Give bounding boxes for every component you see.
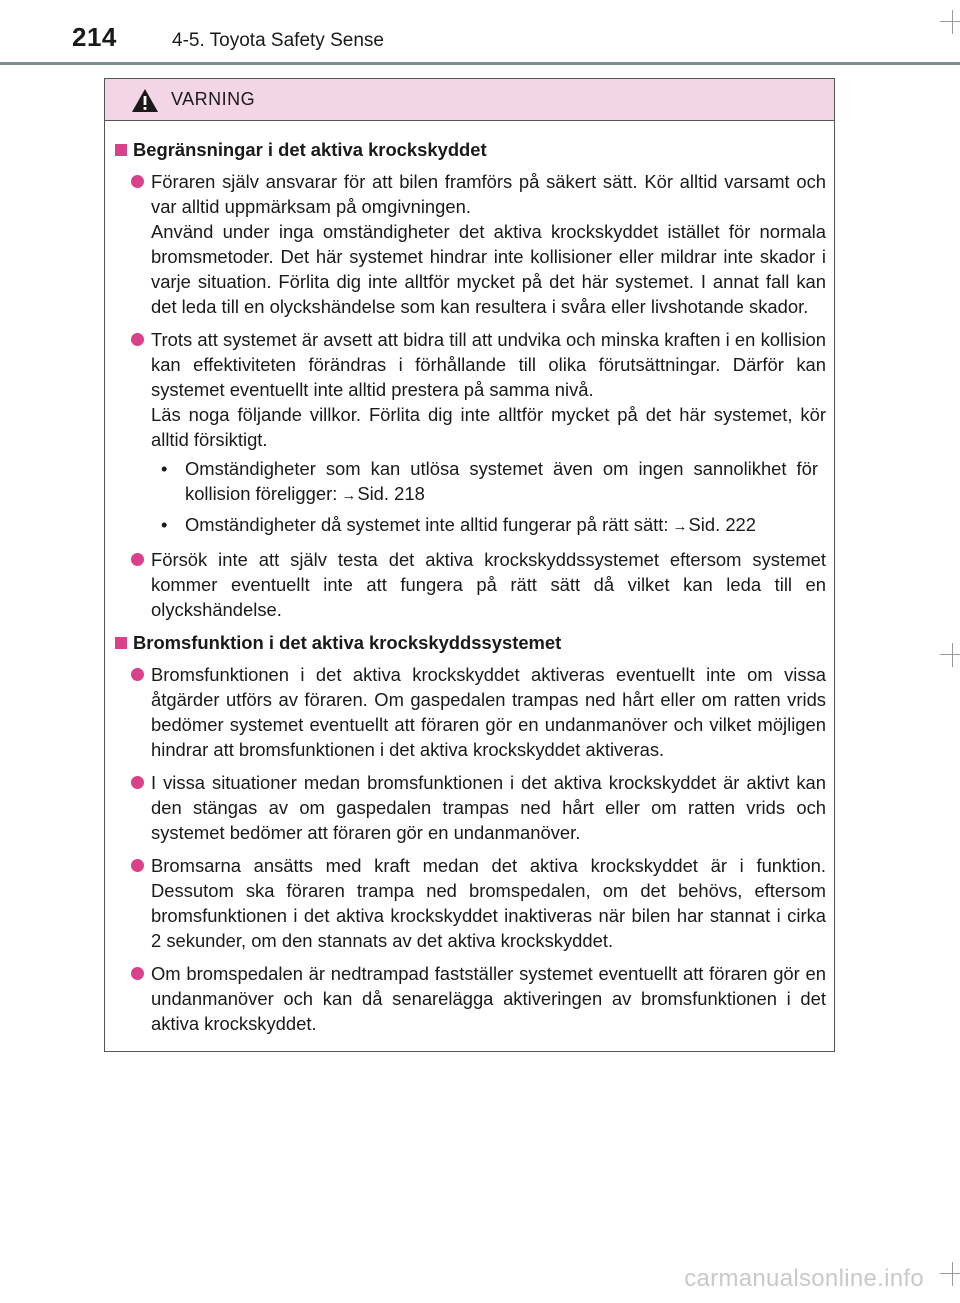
- sub-text: Omständigheter då systemet inte alltid fungerar på rätt sätt:: [185, 514, 669, 535]
- paragraph: Trots att systemet är avsett att bidra till att undvika och minska kraften i en kollision kan effektiviteten förändras i förhållande till olika förutsättningar. Därför kan systemet eventuellt inte alltid prestera på samma nivå.: [151, 329, 826, 400]
- paragraph: Bromsfunktionen i det aktiva krockskyddet aktiveras eventuellt inte om vissa åtgärder utförs av föraren. Om gaspedalen trampas ned hårt eller om ratten vrids bedömer systemet eventuellt att föraren gör en undanmanöver och vilket möjligen hindrar att bromsfunktionen i det aktiva krockskyddet aktiveras.: [151, 664, 826, 760]
- warning-title: VARNING: [171, 89, 256, 109]
- list-item-content: [151, 547, 826, 622]
- paragraph: I vissa situationer medan bromsfunktionen i det aktiva krockskyddet är aktivt kan den stängas av om gaspedalen trampas ned hårt eller om ratten vrids och systemet bedömer att föraren gör en undanmanöver.: [151, 772, 826, 843]
- circle-bullet-icon: [131, 967, 144, 980]
- warning-triangle-icon: [131, 88, 159, 113]
- section-heading-text: Begränsningar i det aktiva krockskyddet: [133, 139, 487, 160]
- page-header: [0, 0, 960, 66]
- list-item: [115, 853, 826, 953]
- crop-mark: [946, 643, 960, 667]
- paragraph: Om bromspedalen är nedtrampad fastställer systemet eventuellt att föraren gör en undanmanöver och kan då senarelägga aktiveringen av bromsfunktionen i det aktiva krockskyddet.: [151, 963, 826, 1034]
- paragraph: Läs noga följande villkor. Förlita dig inte alltför mycket på det här systemet, kör alltid försiktigt.: [151, 404, 826, 450]
- section-heading: [115, 137, 826, 163]
- list-item: [115, 770, 826, 845]
- bullet-dot: •: [161, 458, 168, 479]
- sub-text: Omständigheter som kan utlösa systemet även om ingen sannolikhet för kollision föreligger:: [185, 458, 818, 504]
- warning-box: [104, 78, 835, 1052]
- square-bullet-icon: [115, 637, 127, 649]
- sub-list-item: [151, 512, 826, 539]
- section-heading: [115, 630, 826, 656]
- list-item-content: [151, 770, 826, 845]
- sub-paragraph: [185, 512, 826, 539]
- list-item: [115, 547, 826, 622]
- page-number: 214: [72, 22, 117, 52]
- arrow-right-icon: →: [341, 487, 357, 504]
- list-item: [115, 327, 826, 539]
- paragraph: Försök inte att själv testa det aktiva krockskyddssystemet eftersom systemet kommer eventuellt inte att fungera på rätt sätt då vilket kan leda till en olyckshändelse.: [151, 549, 826, 620]
- page-reference: Sid. 222: [688, 514, 756, 535]
- list-item-content: [151, 853, 826, 953]
- circle-bullet-icon: [131, 553, 144, 566]
- section-title: 4-5. Toyota Safety Sense: [172, 30, 384, 51]
- list-item-content: [151, 327, 826, 539]
- crop-mark: [946, 1262, 960, 1286]
- crop-mark: [946, 10, 960, 34]
- list-item: [115, 961, 826, 1036]
- warning-header: [105, 79, 834, 121]
- paragraph: Använd under inga omständigheter det aktiva krockskyddet istället för normala bromsmetoder. Det här systemet hindrar inte kollisioner eller mildrar inte skador i varje situation. Förlita dig inte alltför mycket på det här systemet. I annat fall kan det leda till en olyckshändelse som kan resultera i svåra eller livshotande skador.: [151, 221, 826, 317]
- bullet-dot: •: [161, 514, 168, 535]
- circle-bullet-icon: [131, 175, 144, 188]
- list-item-content: [151, 169, 826, 319]
- watermark: carmanualsonline.info: [684, 1265, 924, 1292]
- page-reference: Sid. 218: [357, 483, 425, 504]
- paragraph: Föraren själv ansvarar för att bilen framförs på säkert sätt. Kör alltid varsamt och var alltid uppmärksam på omgivningen.: [151, 171, 826, 217]
- circle-bullet-icon: [131, 668, 144, 681]
- circle-bullet-icon: [131, 333, 144, 346]
- list-item: [115, 662, 826, 762]
- list-item-content: [151, 961, 826, 1036]
- list-item-content: [151, 662, 826, 762]
- arrow-right-icon: →: [672, 518, 688, 535]
- warning-body: [105, 121, 834, 1036]
- sub-paragraph: [185, 456, 826, 508]
- section-heading-text: Bromsfunktion i det aktiva krockskyddssystemet: [133, 632, 562, 653]
- list-item: [115, 169, 826, 319]
- circle-bullet-icon: [131, 776, 144, 789]
- circle-bullet-icon: [131, 859, 144, 872]
- sub-list-item: [151, 456, 826, 508]
- square-bullet-icon: [115, 144, 127, 156]
- header-rule: [0, 62, 960, 65]
- paragraph: Bromsarna ansätts med kraft medan det aktiva krockskyddet är i funktion. Dessutom ska föraren trampa ned bromspedalen, om det behövs, eftersom bromsfunktionen i det aktiva krockskyddet inaktiveras när bilen har stannat i cirka 2 sekunder, om den stannats av det aktiva krockskyddet.: [151, 855, 826, 951]
